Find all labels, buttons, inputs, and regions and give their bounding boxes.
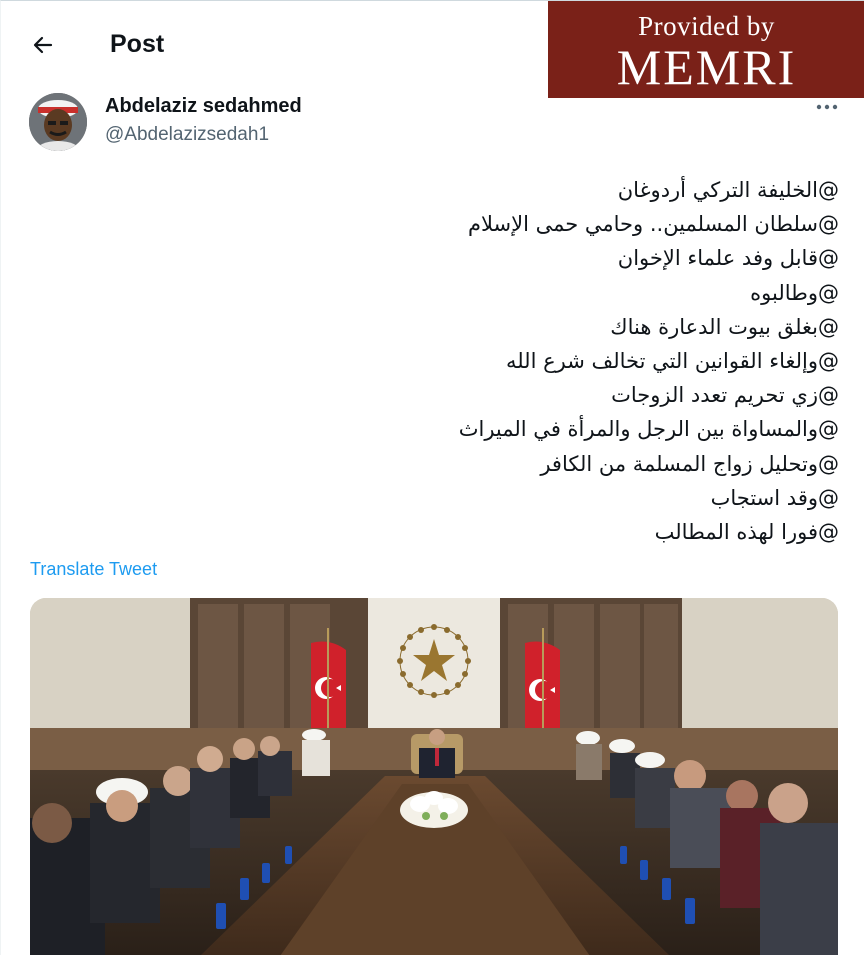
tweet-line: @بغلق بيوت الدعارة هناك (610, 314, 839, 339)
more-options-button[interactable] (809, 97, 845, 117)
avatar[interactable] (29, 93, 87, 151)
author-handle[interactable]: @Abdelazizsedah1 (105, 124, 270, 145)
tweet-line: @سلطان المسلمين.. وحامي حمى الإسلام (467, 212, 839, 237)
tweet-line: @والمساواة بين الرجل والمرأة في الميراث (458, 417, 839, 442)
tweet-line: @فورا لهذه المطالب (654, 519, 839, 544)
tweet-line: @زي تحريم تعدد الزوجات (611, 383, 839, 408)
translate-tweet-link[interactable]: Translate Tweet (30, 559, 158, 579)
watermark-provided-by: Provided by (638, 11, 775, 41)
arrow-left-icon (31, 33, 55, 57)
tweet-line: @الخليفة التركي أردوغان (617, 178, 839, 202)
tweet-line: @وتحليل زواج المسلمة من الكافر (540, 451, 839, 476)
more-horizontal-icon (816, 104, 838, 110)
back-button[interactable] (23, 27, 63, 63)
avatar-image (29, 93, 87, 151)
tweet-line: @وإلغاء القوانين التي تخالف شرع الله (505, 348, 839, 373)
author-name[interactable]: Abdelaziz sedahmed (105, 95, 302, 117)
tweet-media-photo[interactable] (30, 598, 838, 955)
tweet-text (331, 173, 839, 549)
watermark-brand: MEMRI (616, 39, 797, 95)
tweet-line: @وقد استجاب (710, 485, 839, 510)
memri-watermark (548, 1, 864, 98)
tweet-line: @قابل وفد علماء الإخوان (617, 246, 839, 271)
page-title: Post (110, 30, 165, 58)
tweet-line: @وطالبوه (750, 280, 839, 305)
meeting-photo (30, 598, 838, 955)
